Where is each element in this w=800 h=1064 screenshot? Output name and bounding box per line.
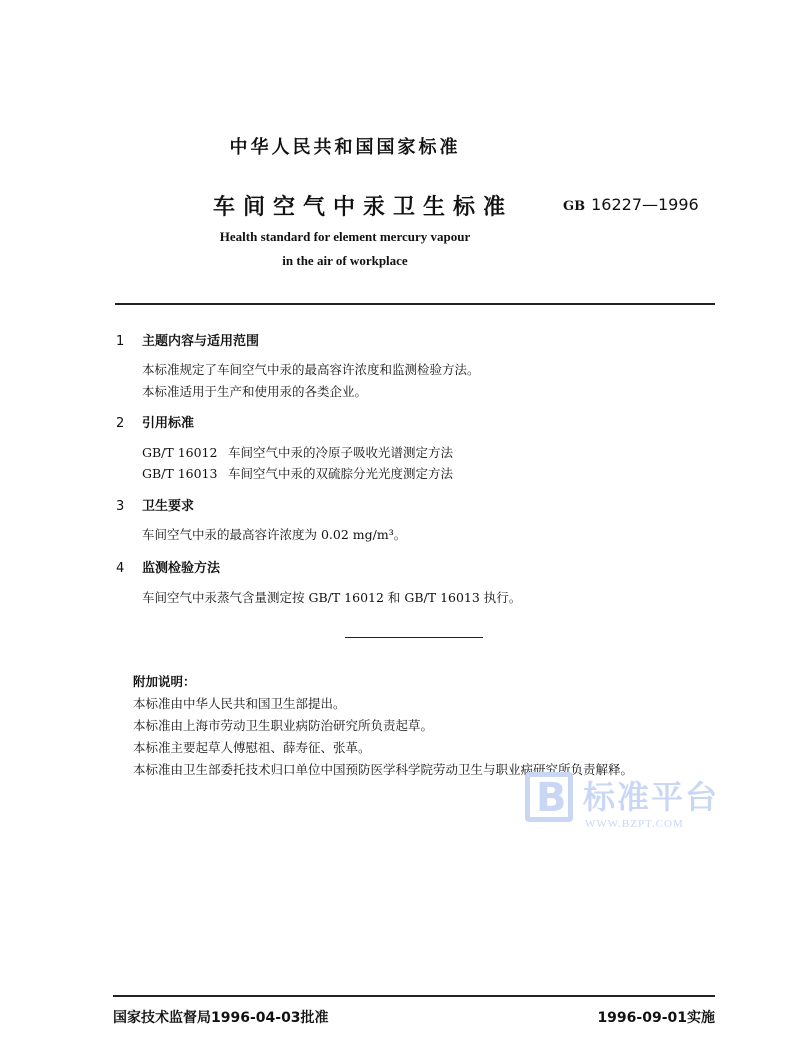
code-number: 16227—1996 [591,195,699,214]
document-title: 车间空气中汞卫生标准 [213,195,514,220]
note-line: 本标准由中华人民共和国卫生部提出。 [133,696,346,711]
notes-heading: 附加说明： [133,674,196,689]
watermark-url: WWW.BZPT.COM [585,818,684,830]
header-divider [115,303,715,305]
approval-date: 国家技术监督局1996-04-03批准 [113,1010,329,1026]
watermark-logo-icon: B [525,772,573,822]
section-4-line: 车间空气中汞蒸气含量测定按 GB/T 16012 和 GB/T 16013 执行。 [142,590,522,605]
section-4-heading: 4 监测检验方法 [116,561,221,576]
code-prefix: GB [563,199,586,214]
reference-item: GB/T 16013 车间空气中汞的双硫腙分光光度测定方法 [142,466,454,481]
english-title-line-2: in the air of workplace [282,253,408,268]
issuer-heading: 中华人民共和国国家标准 [229,137,461,158]
watermark-text: 标准平台 [583,778,720,816]
section-3-line: 车间空气中汞的最高容许浓度为 0.02 mg/m³。 [142,527,407,542]
section-2-heading: 2 引用标准 [116,416,195,431]
section-3-heading: 3 卫生要求 [116,499,195,514]
section-1-line: 本标准规定了车间空气中汞的最高容许浓度和监测检验方法。 [142,362,480,377]
section-1-line: 本标准适用于生产和使用汞的各类企业。 [142,384,368,399]
english-title-line-1: Health standard for element mercury vapour [219,229,471,244]
note-line: 本标准由卫生部委托技术归口单位中国预防医学科学院劳动卫生与职业病研究所负责解释。 [133,762,634,777]
reference-item: GB/T 16012 车间空气中汞的冷原子吸收光谱测定方法 [142,445,454,460]
note-line: 本标准主要起草人傅慰祖、薛寿征、张革。 [133,740,371,755]
footer-divider [113,995,715,997]
effective-date: 1996-09-01实施 [597,1010,715,1026]
note-line: 本标准由上海市劳动卫生职业病防治研究所负责起草。 [133,718,434,733]
standard-code [563,195,699,214]
section-1-heading: 1 主题内容与适用范围 [116,334,260,349]
end-divider [345,637,483,638]
